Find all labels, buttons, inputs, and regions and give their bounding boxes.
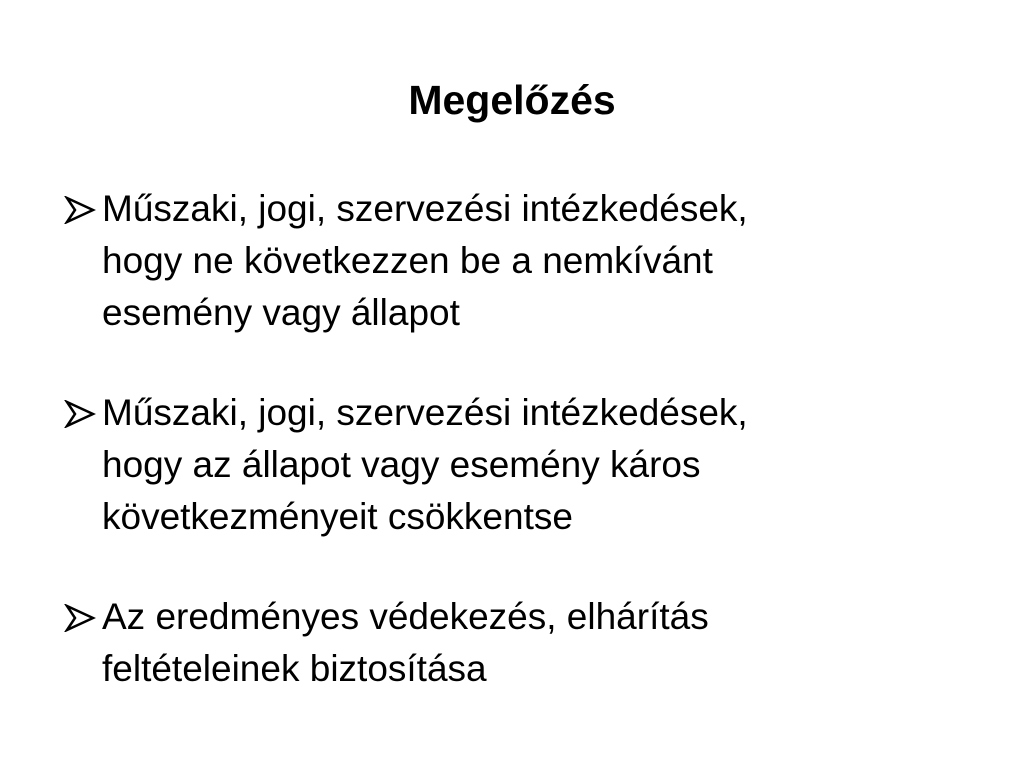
bullet-item <box>62 387 962 543</box>
bullet-line: következményeit csökkentse <box>102 496 573 537</box>
bullet-line: hogy az állapot vagy esemény káros <box>102 444 701 485</box>
bullet-item <box>62 591 962 695</box>
bullet-list <box>62 183 962 695</box>
arrowhead-bullet-icon <box>64 196 96 224</box>
bullet-line: hogy ne következzen be a nemkívánt <box>102 240 713 281</box>
bullet-line: Műszaki, jogi, szervezési intézkedések, <box>102 392 748 433</box>
bullet-line: Műszaki, jogi, szervezési intézkedések, <box>102 188 748 229</box>
arrowhead-bullet-icon <box>64 400 96 428</box>
arrowhead-bullet-icon <box>64 604 96 632</box>
bullet-item <box>62 183 962 339</box>
bullet-line: feltételeinek biztosítása <box>102 648 487 689</box>
slide-title: Megelőzés <box>408 77 616 123</box>
bullet-line: esemény vagy állapot <box>102 292 460 333</box>
bullet-line: Az eredményes védekezés, elhárítás <box>102 596 709 637</box>
